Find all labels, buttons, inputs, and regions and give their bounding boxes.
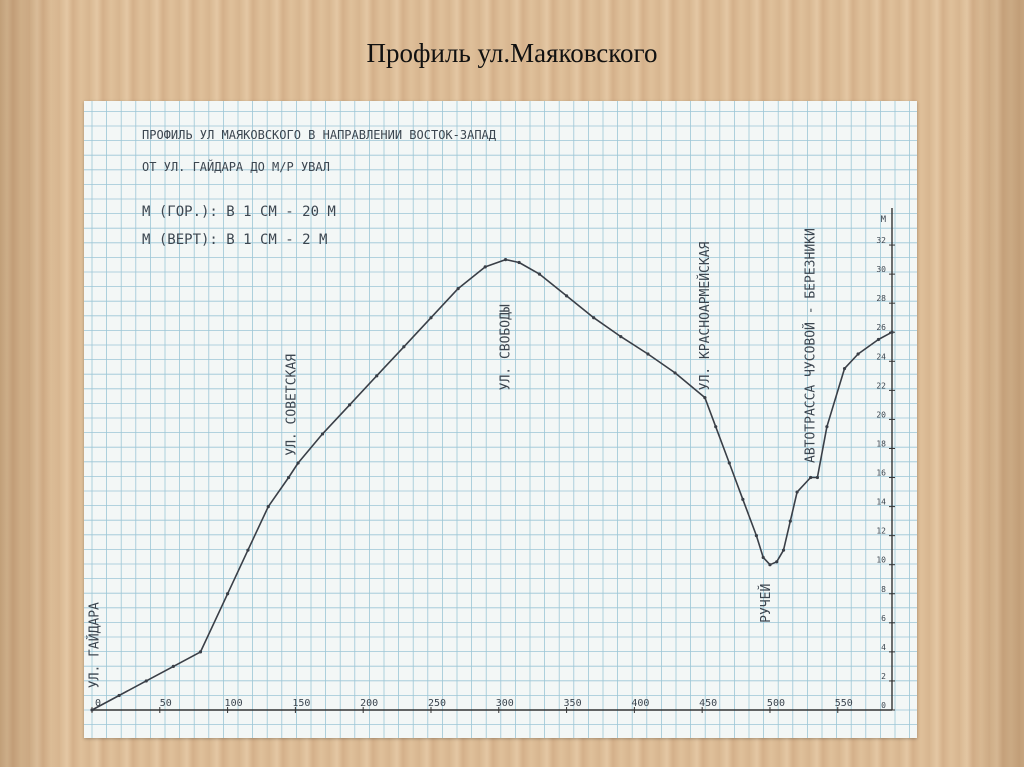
grid [84, 101, 917, 738]
x-tick-label: 150 [292, 698, 311, 709]
profile-point [646, 352, 649, 355]
x-tick-label: 450 [699, 698, 718, 709]
street-annotation: АВТОТРАССА ЧУСОВОЙ - БЕРЕЗНИКИ [803, 228, 819, 463]
y-tick-label: 30 [876, 265, 886, 275]
x-tick-label: 200 [360, 698, 379, 709]
profile-point [809, 476, 812, 479]
y-tick-label: 4 [881, 642, 886, 652]
profile-point [504, 258, 507, 261]
x-tick-label: 300 [495, 698, 514, 709]
profile-point [816, 476, 819, 479]
profile-point [429, 316, 432, 319]
profile-point [348, 403, 351, 406]
street-annotation: РУЧЕЙ [758, 583, 774, 623]
profile-point [118, 694, 121, 697]
x-tick-label: 350 [563, 698, 582, 709]
y-tick-label: 14 [876, 497, 886, 507]
profile-point [226, 592, 229, 595]
profile-point [673, 371, 676, 374]
profile-point [321, 432, 324, 435]
profile-point [714, 425, 717, 428]
profile-point [768, 563, 771, 566]
profile-point [825, 425, 828, 428]
x-tick-label: 0 [94, 698, 102, 709]
y-tick-label: 20 [876, 410, 886, 420]
y-tick-label: 10 [876, 555, 886, 565]
profile-point [877, 338, 880, 341]
y-tick-label: 6 [881, 613, 886, 623]
y-tick-label: 8 [881, 584, 886, 594]
x-tick-label: 250 [427, 698, 447, 709]
profile-point [775, 560, 778, 563]
x-tick-label: 550 [834, 698, 853, 709]
profile-point [762, 556, 765, 559]
street-annotation: УЛ. СОВЕТСКАЯ [284, 353, 300, 456]
x-tick-label: 400 [631, 698, 650, 709]
elevation-profile-chart [84, 101, 917, 738]
profile-point [484, 265, 487, 268]
street-annotation: УЛ. КРАСНОАРМЕЙСКАЯ [697, 241, 713, 391]
profile-point [297, 461, 300, 464]
profile-point [592, 316, 595, 319]
profile-point [267, 505, 270, 508]
profile-point [857, 352, 860, 355]
profile-point [782, 549, 785, 552]
profile-point [741, 498, 744, 501]
profile-line [92, 260, 892, 710]
profile-point [199, 650, 202, 653]
profile-point [90, 708, 93, 711]
chart-title-line: ПРОФИЛЬ УЛ МАЯКОВСКОГО В НАПРАВЛЕНИИ ВОСТОК-ЗАПАД [142, 128, 497, 142]
y-tick-label: 32 [876, 236, 886, 246]
street-annotation: УЛ. СВОБОДЫ [498, 304, 514, 391]
y-tick-label: 22 [876, 381, 886, 391]
y-tick-label: 18 [876, 439, 886, 449]
y-tick-label: 12 [876, 526, 886, 536]
profile-point [795, 490, 798, 493]
x-tick-label: 50 [159, 698, 172, 709]
y-tick-label: 24 [876, 352, 886, 362]
x-tick-label: 500 [766, 698, 785, 709]
y-tick-label: 26 [876, 323, 886, 333]
profile-point [287, 476, 290, 479]
profile-point [518, 261, 521, 264]
profile-point [755, 534, 758, 537]
y-axis-label: М [880, 215, 886, 225]
profile-point [843, 367, 846, 370]
graph-paper-sheet [84, 101, 917, 738]
profile-point [375, 374, 378, 377]
y-tick-label: 0 [881, 701, 886, 710]
chart-title-line: ОТ УЛ. ГАЙДАРА ДО М/Р УВАЛ [142, 160, 330, 174]
profile-point [728, 461, 731, 464]
profile-point [457, 287, 460, 290]
scale-line: М (ГОР.): В 1 СМ - 20 М [142, 204, 336, 220]
y-tick-label: 28 [876, 294, 886, 304]
profile-point [172, 665, 175, 668]
profile-point [619, 335, 622, 338]
y-tick-label: 2 [881, 671, 886, 681]
profile-point [565, 294, 568, 297]
slide-title: Профиль ул.Маяковского [366, 38, 658, 68]
profile-point [789, 520, 792, 523]
profile-point [145, 679, 148, 682]
scale-line: М (ВЕРТ): В 1 СМ - 2 М [142, 232, 328, 248]
profile-point [703, 396, 706, 399]
profile-point [402, 345, 405, 348]
profile-point [890, 331, 893, 334]
street-annotation: УЛ. ГАЙДАРА [87, 602, 103, 689]
profile-point [538, 273, 541, 276]
y-tick-label: 16 [876, 468, 886, 478]
x-tick-label: 100 [224, 698, 243, 709]
profile-point [246, 549, 249, 552]
